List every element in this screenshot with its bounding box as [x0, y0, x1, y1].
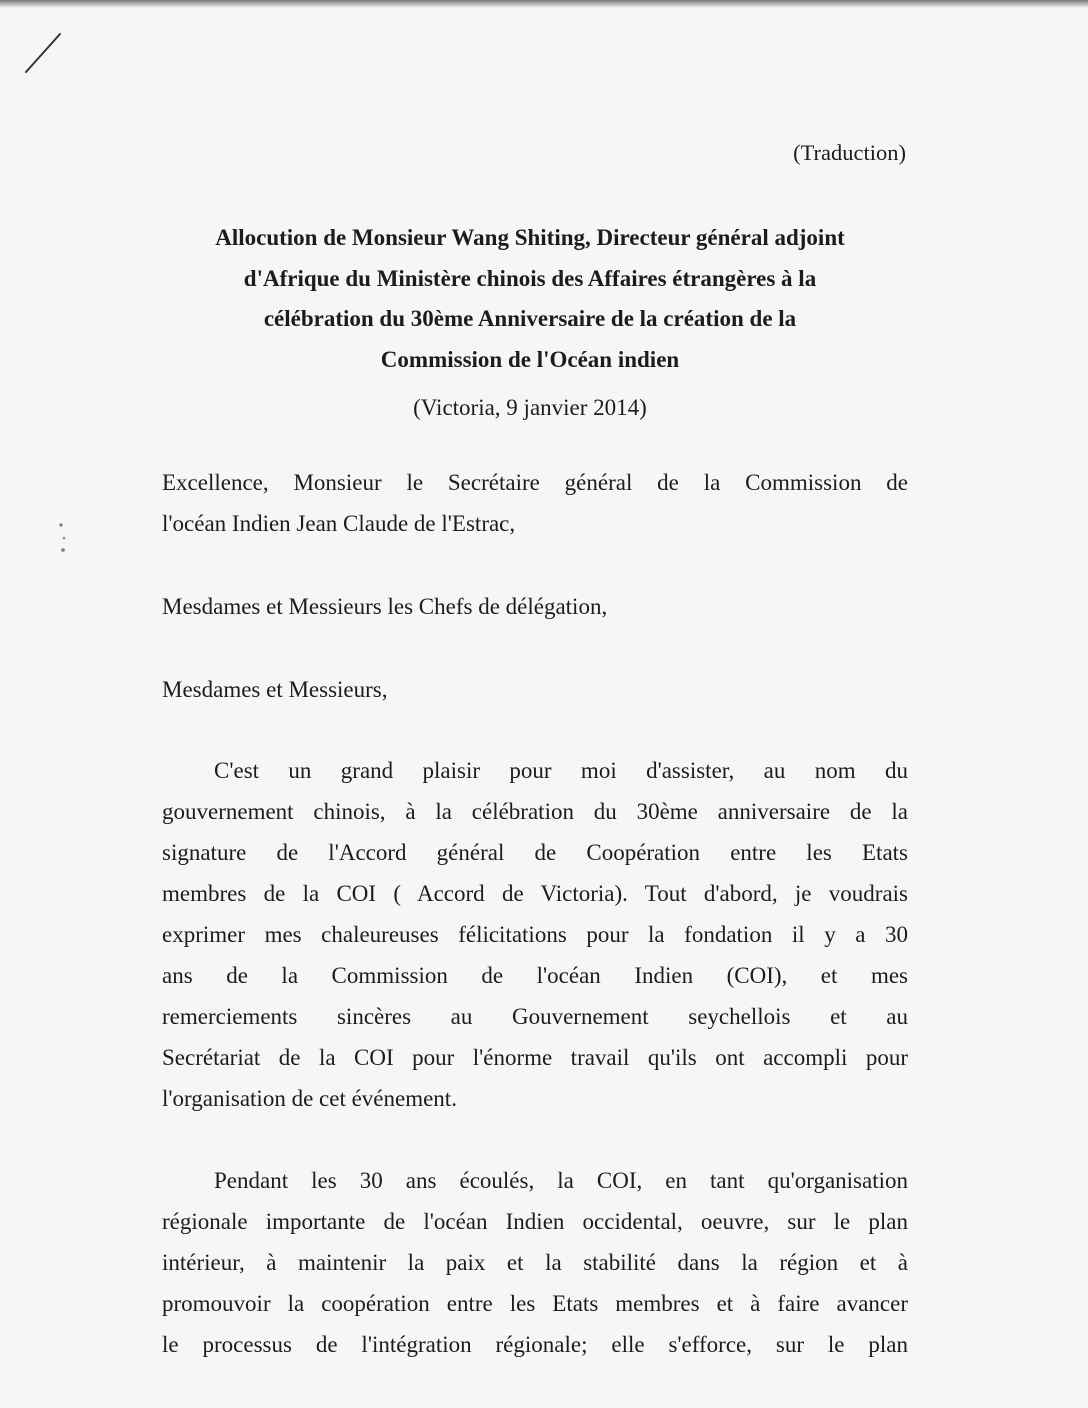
- text-line: signature de l'Accord général de Coopération entre les Etats: [162, 840, 908, 865]
- translation-note: (Traduction): [793, 140, 906, 165]
- salutation-excellence: [162, 462, 908, 544]
- paragraph-2: [162, 1160, 908, 1365]
- speech-title: [150, 218, 910, 380]
- paragraph-1: [162, 750, 908, 1119]
- salutation-mesdames: Mesdames et Messieurs,: [162, 677, 388, 702]
- text-line: intérieur, à maintenir la paix et la stabilité dans la région et à: [162, 1250, 908, 1275]
- text-line: le processus de l'intégration régionale; elle s'efforce, sur le plan: [162, 1332, 908, 1357]
- title-line: d'Afrique du Ministère chinois des Affaires étrangères à la: [243, 265, 817, 291]
- text-line: l'organisation de cet événement.: [162, 1086, 457, 1111]
- text-line: régionale importante de l'océan Indien occidental, oeuvre, sur le plan: [162, 1209, 908, 1234]
- text-line: exprimer mes chaleureuses félicitations pour la fondation il y a 30: [162, 922, 908, 947]
- text-line: gouvernement chinois, à la célébration du 30ème anniversaire de la: [162, 799, 908, 824]
- text-line: l'océan Indien Jean Claude de l'Estrac,: [162, 511, 516, 536]
- pen-stroke-mark: [22, 30, 70, 78]
- salutation-chefs: Mesdames et Messieurs les Chefs de délégation,: [162, 594, 608, 619]
- title-line: Allocution de Monsieur Wang Shiting, Directeur général adjoint: [215, 225, 845, 250]
- text-line: ans de la Commission de l'océan Indien (COI), et mes: [162, 963, 908, 988]
- title-line: célébration du 30ème Anniversaire de la création de la: [263, 306, 797, 331]
- text-line: Secrétariat de la COI pour l'énorme travail qu'ils ont accompli pour: [162, 1045, 908, 1070]
- scan-top-edge: [0, 0, 1088, 8]
- scan-specks: [56, 520, 70, 560]
- text-line: membres de la COI ( Accord de Victoria). Tout d'abord, je voudrais: [162, 881, 908, 906]
- text-line: Excellence, Monsieur le Secrétaire général de la Commission de: [162, 470, 908, 495]
- title-line: Commission de l'Océan indien: [380, 346, 680, 372]
- speech-date: (Victoria, 9 janvier 2014): [413, 395, 647, 420]
- text-line: promouvoir la coopération entre les Etats membres et à faire avancer: [162, 1291, 908, 1316]
- text-line: C'est un grand plaisir pour moi d'assister, au nom du: [214, 758, 908, 783]
- text-line: Pendant les 30 ans écoulés, la COI, en tant qu'organisation: [214, 1168, 908, 1193]
- text-line: remerciements sincères au Gouvernement seychellois et au: [162, 1004, 908, 1029]
